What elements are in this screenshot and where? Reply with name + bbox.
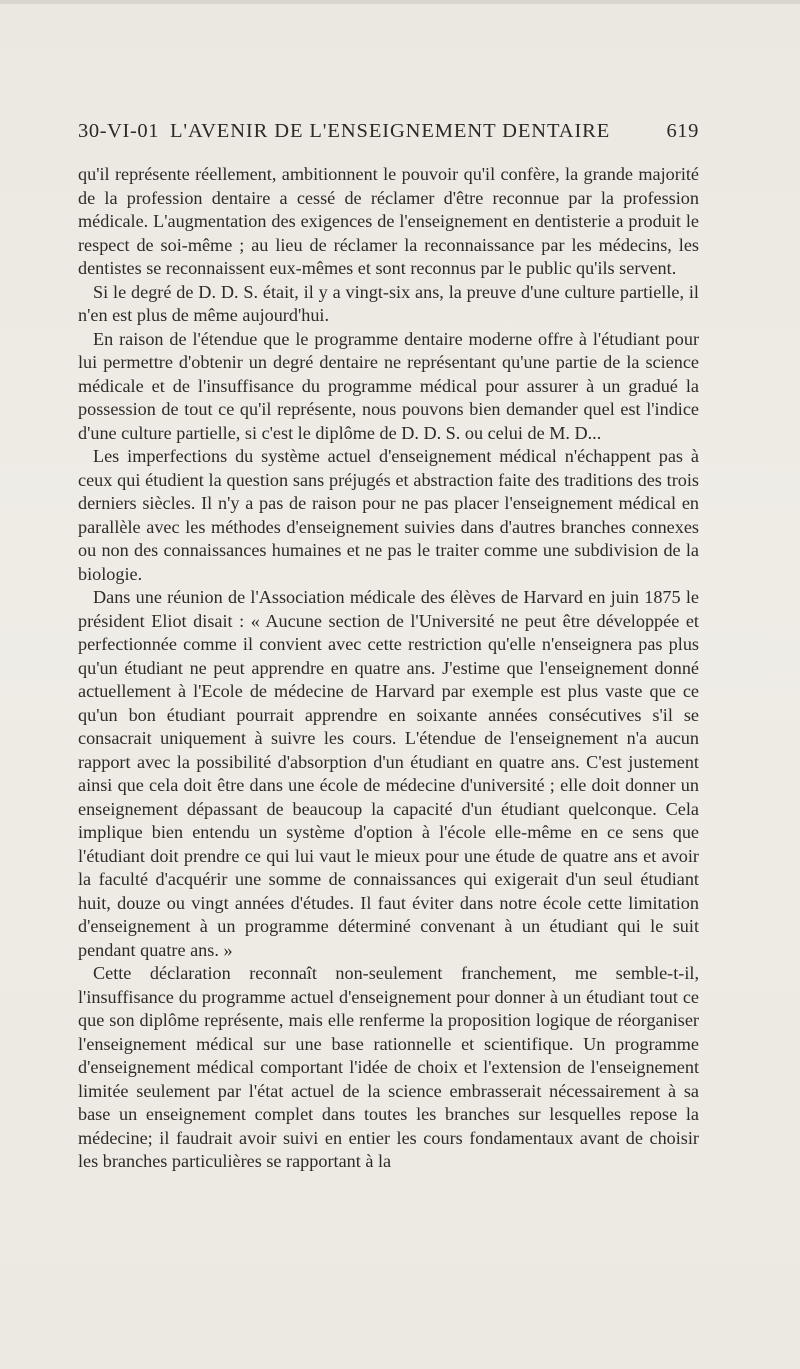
body-text: [78, 163, 699, 1174]
page-top-edge: [0, 0, 800, 4]
paragraph: Cette déclaration reconnaît non-seulement franchement, me semble-t-il, l'insuffisance du programme actuel d'enseignement pour donner à un étudiant tout ce que son diplôme représente, mais elle renferme la proposition logique de réorganiser l'enseignement médical sur une base rationnelle et scientifique. Un programme d'enseignement médical comportant l'idée de choix et l'extension de l'enseignement limitée seulement par l'état actuel de la science embrasserait nécessairement à sa base un enseignement complet dans toutes les branches sur lesquelles repose la médecine; il faudrait avoir suivi en entier les cours fondamentaux avant de choisir les branches particulières se rapportant à la: [78, 963, 699, 1171]
paragraph: Dans une réunion de l'Association médicale des élèves de Harvard en juin 1875 le président Eliot disait : « Aucune section de l'Université ne peut être développée et perfectionnée comme il convient avec cette restriction qu'elle n'enseignera pas plus qu'un étudiant ne peut apprendre en quatre ans. J'estime que l'enseignement donné actuellement à l'Ecole de médecine de Harvard par exemple est plus vaste que ce qu'un bon étudiant pourrait apprendre en soixante années consécutives s'il se consacrait uniquement à suivre les cours. L'étendue de l'enseignement n'a aucun rapport avec la possibilité d'absorption d'un étudiant en quatre ans. C'est justement ainsi que cela doit être dans une école de médecine d'université ; elle doit donner un enseignement dépassant de beaucoup la capacité d'un étudiant quelconque. Cela implique bien entendu un système d'option à l'école elle-même en ce sens que l'étudiant doit prendre ce qui lui vaut le mieux pour une étude de quatre ans et avoir la faculté d'acquérir une somme de connaissances qui exigerait d'un seul étudiant huit, douze ou vingt années d'études. Il faut éviter dans notre école cette limitation d'enseignement à un programme déterminé convenant à un étudiant qui le suit pendant quatre ans. »: [78, 587, 699, 960]
paragraph: En raison de l'étendue que le programme dentaire moderne offre à l'étudiant pour lui permettre d'obtenir un degré dentaire ne représentant qu'une partie de la science médicale et de l'insuffisance du programme médical pour assurer à un gradué la possession de tout ce qu'il représente, nous pouvons bien demander quel est l'indice d'une culture partielle, si c'est le diplôme de D. D. S. ou celui de M. D...: [78, 328, 699, 443]
running-header: [78, 120, 699, 150]
header-title: L'AVENIR DE L'ENSEIGNEMENT DENTAIRE: [170, 120, 611, 142]
header-date: 30-VI-01: [78, 120, 160, 142]
paragraph: Si le degré de D. D. S. était, il y a vingt-six ans, la preuve d'une culture partielle, il n'en est plus de même aujourd'hui.: [78, 281, 699, 325]
paragraph: Les imperfections du système actuel d'enseignement médical n'échappent pas à ceux qui étudient la question sans préjugés et abstraction faite des traditions des trois derniers siècles. Il n'y a pas de raison pour ne pas placer l'enseignement médical en parallèle avec les méthodes d'enseignement suivies dans d'autres branches connexes ou non des connaissances humaines et ne pas le traiter comme une subdivision de la biologie.: [78, 446, 699, 584]
paragraph: qu'il représente réellement, ambitionnent le pouvoir qu'il confère, la grande majorité de la profession dentaire a cessé de réclamer d'être reconnue par la profession médicale. L'augmentation des exigences de l'enseignement en dentisterie a produit le respect de soi-même ; au lieu de réclamer la reconnaissance par les médecins, les dentistes se reconnaissent eux-mêmes et sont reconnus par le public qu'ils servent.: [78, 164, 699, 278]
page-number: 619: [666, 120, 699, 142]
